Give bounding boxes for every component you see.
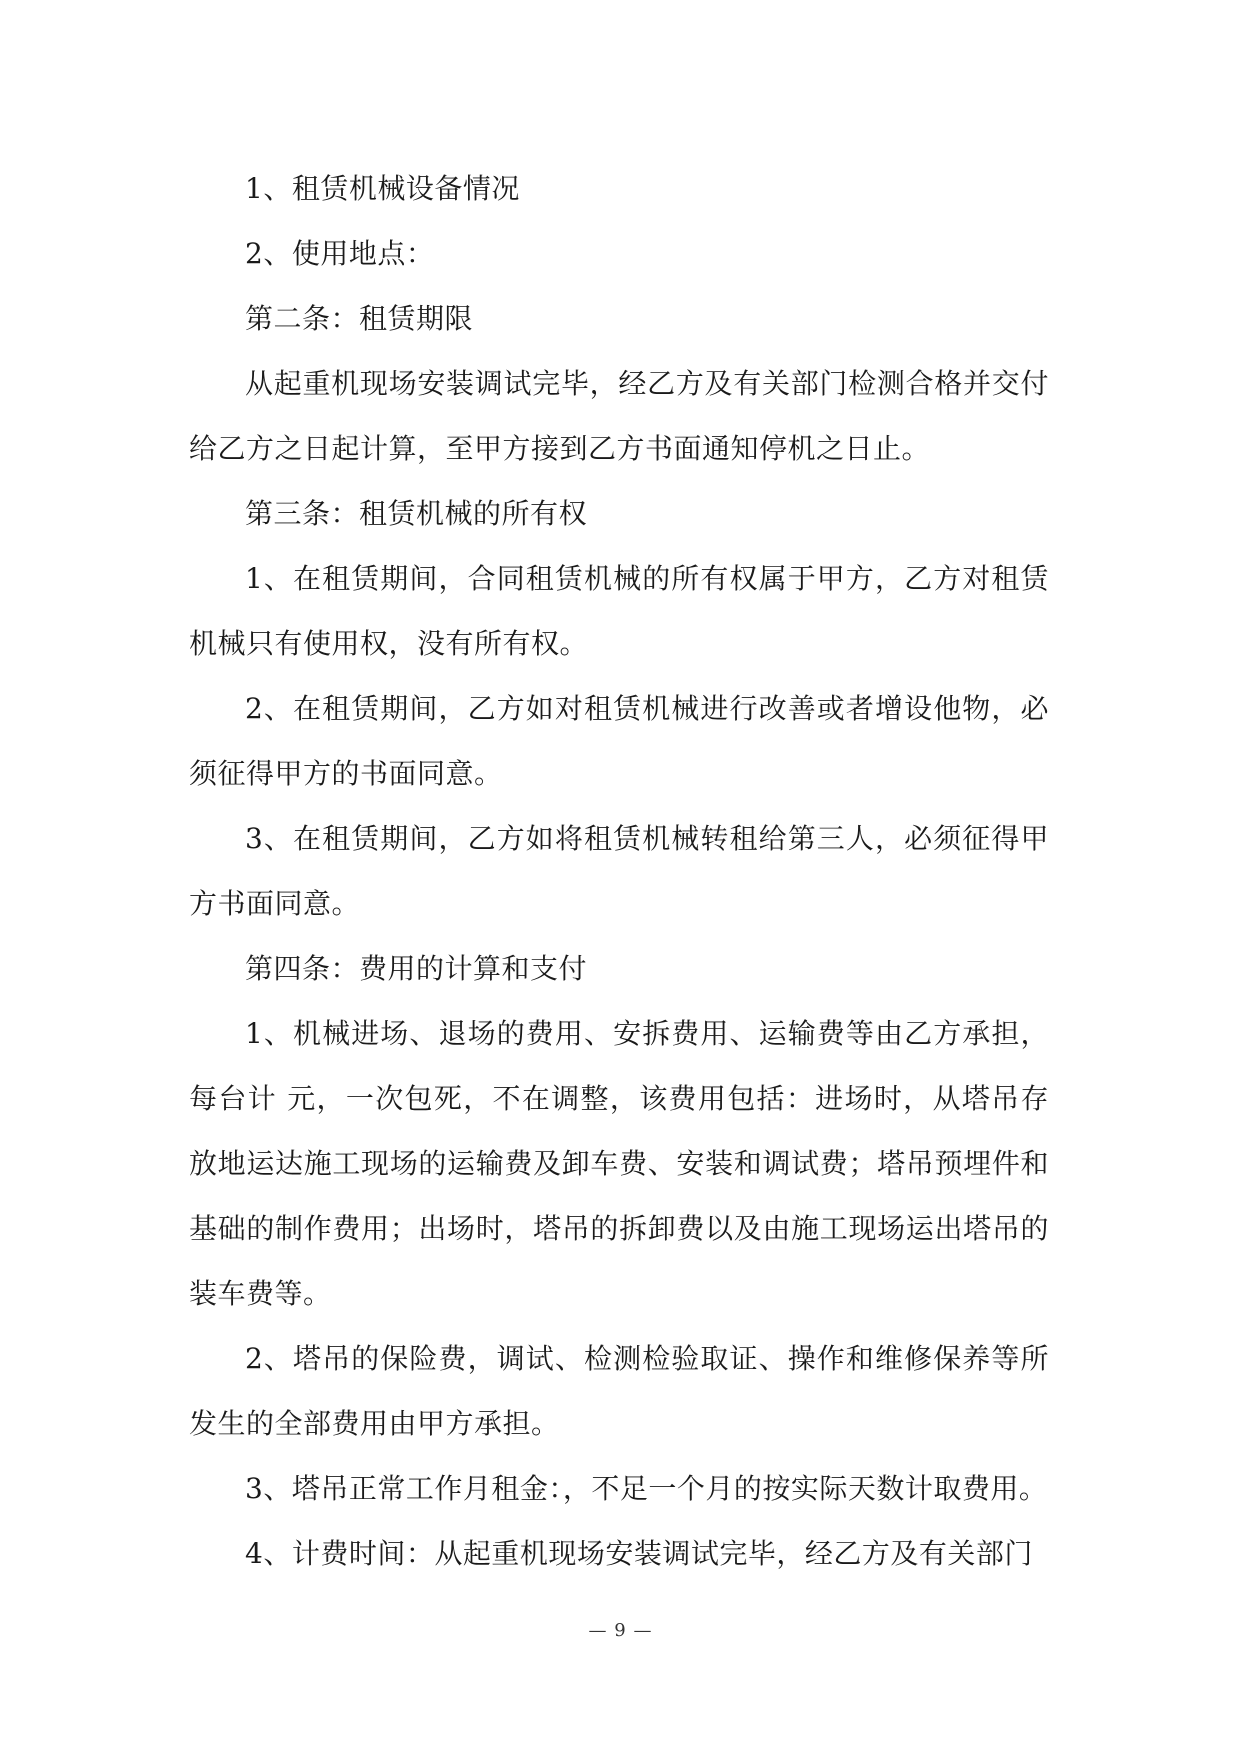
paragraph-location: 2、使用地点： xyxy=(245,237,435,270)
paragraph-fees-1: 1、机械进场、退场的费用、安拆费用、运输费等由乙方承担，每台计 元，一次包死，不在调整，该费用包括：进场时，从塔吊存放地运达施工现场的运输费及卸车费、安装和调试费；塔吊预埋件和基础的制作费用；出场时，塔吊的拆卸费以及由施工现场运出塔吊的装车费等。 xyxy=(189,1017,1049,1310)
heading-article-2: 第二条：租赁期限 xyxy=(245,302,474,335)
paragraph-lease-term: 从起重机现场安装调试完毕，经乙方及有关部门检测合格并交付给乙方之日起计算，至甲方接到乙方书面通知停机之日止。 xyxy=(189,367,1049,465)
paragraph-fees-2: 2、塔吊的保险费，调试、检测检验取证、操作和维修保养等所发生的全部费用由甲方承担。 xyxy=(189,1342,1049,1440)
heading-article-3: 第三条：租赁机械的所有权 xyxy=(245,497,588,530)
page-number: — 9 — xyxy=(588,1620,653,1641)
paragraph-equipment-status: 1、租赁机械设备情况 xyxy=(245,172,520,205)
heading-article-4: 第四条：费用的计算和支付 xyxy=(245,952,588,985)
document-body xyxy=(189,156,1049,1586)
paragraph-ownership-1: 1、在租赁期间，合同租赁机械的所有权属于甲方，乙方对租赁机械只有使用权，没有所有权。 xyxy=(189,562,1049,660)
paragraph-ownership-3: 3、在租赁期间，乙方如将租赁机械转租给第三人，必须征得甲方书面同意。 xyxy=(189,822,1049,920)
paragraph-fees-3: 3、塔吊正常工作月租金：，不足一个月的按实际天数计取费用。 xyxy=(245,1472,1048,1505)
paragraph-ownership-2: 2、在租赁期间，乙方如对租赁机械进行改善或者增设他物，必须征得甲方的书面同意。 xyxy=(189,692,1049,790)
paragraph-fees-4: 4、计费时间：从起重机现场安装调试完毕，经乙方及有关部门 xyxy=(245,1537,1033,1570)
